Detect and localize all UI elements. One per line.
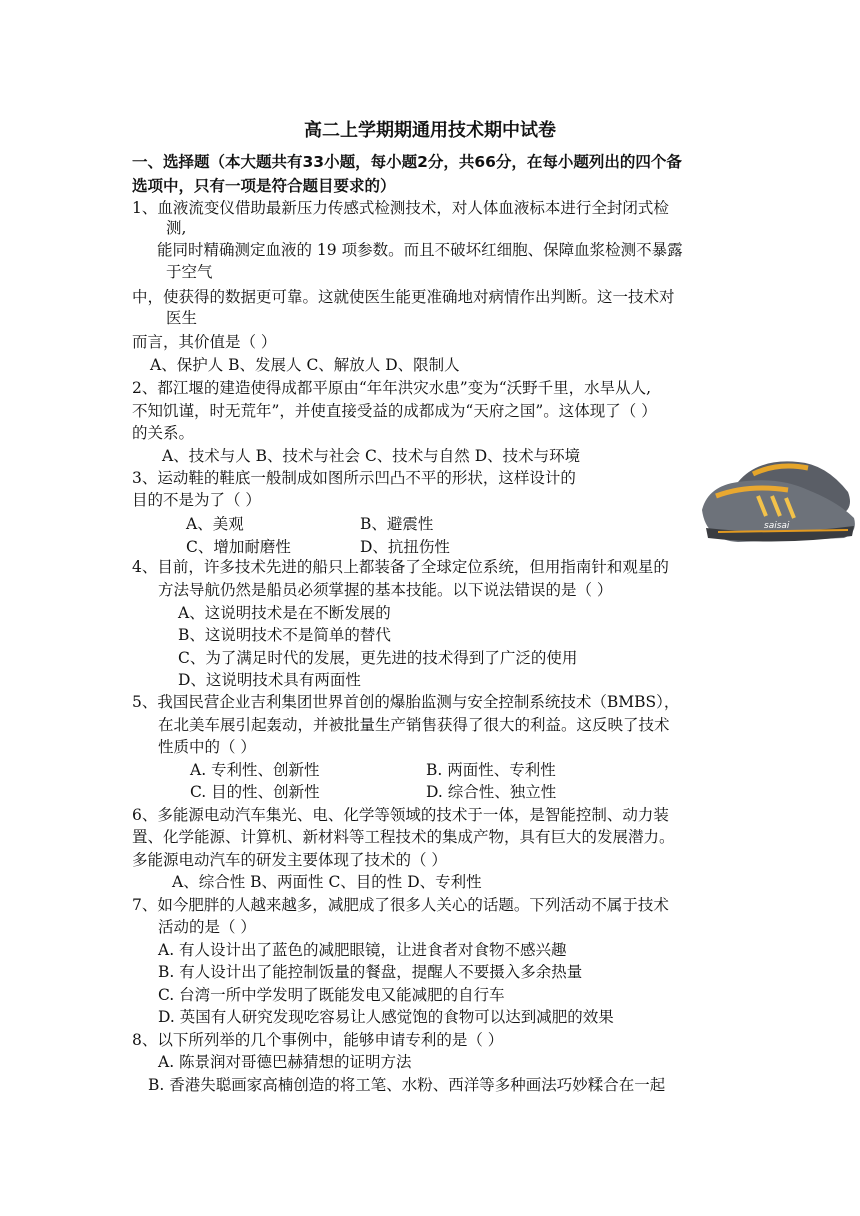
q6-line1: 6、多能源电动汽车集光、电、化学等领域的技术于一体，是智能控制、动力装 <box>132 806 669 824</box>
q7-line2: 活动的是（ ） <box>158 918 256 936</box>
q5-option-c: C. 目的性、创新性 <box>190 783 320 801</box>
q1-line6: 医生 <box>166 309 198 327</box>
page-title: 高二上学期期通用技术期中试卷 <box>304 120 556 141</box>
q4-option-c: C、为了满足时代的发展，更先进的技术得到了广泛的使用 <box>178 649 578 667</box>
watermark-text: saisai <box>764 521 790 531</box>
q2-line2: 不知饥谨，时无荒年”，并使直接受益的成都成为“天府之国”。这体现了（ ） <box>132 402 657 420</box>
q5-line2: 在北美车展引起轰动，并被批量生产销售获得了很大的利益。这反映了技术 <box>158 716 670 734</box>
q1-options: A、保护人 B、发展人 C、解放人 D、限制人 <box>150 356 460 374</box>
q4-option-d: D、这说明技术具有两面性 <box>178 671 361 689</box>
q5-option-b: B. 两面性、专利性 <box>426 761 556 779</box>
q6-options: A、综合性 B、两面性 C、目的性 D、专利性 <box>172 873 482 891</box>
q4-line1: 4、目前，许多技术先进的船只上都装备了全球定位系统，但用指南针和观星的 <box>132 558 669 576</box>
q5-line3: 性质中的（ ） <box>158 738 256 756</box>
q3-option-a: A、美观 <box>186 515 244 533</box>
q3-line1: 3、运动鞋的鞋底一般制成如图所示凹凸不平的形状，这样设计的 <box>132 469 576 487</box>
q2-line1: 2、都江堰的建造使得成都平原由“年年洪灾水患”变为“沃野千里，水旱从人, <box>132 379 652 397</box>
q4-option-b: B、这说明技术不是简单的替代 <box>178 626 391 644</box>
q7-option-b: B. 有人设计出了能控制饭量的餐盘，提醒人不要摄入多余热量 <box>158 963 583 981</box>
q8-option-a: A. 陈景润对哥德巴赫猜想的证明方法 <box>158 1053 412 1071</box>
section-heading-line1: 一、选择题（本大题共有33小题，每小题2分，共66分，在每小题列出的四个备 <box>132 153 682 171</box>
q1-line5: 中，使获得的数据更可靠。这就使医生能更准确地对病情作出判断。这一技术对 <box>132 288 675 306</box>
section-heading-line2: 选项中，只有一项是符合题目要求的） <box>132 177 396 195</box>
q6-line2: 置、化学能源、计算机、新材料等工程技术的集成产物，具有巨大的发展潜力。 <box>132 828 675 846</box>
q1-line1: 1、血液流变仪借助最新压力传感式检测技术，对人体血液标本进行全封闭式检 <box>132 199 669 217</box>
q5-line1: 5、我国民营企业吉利集团世界首创的爆胎监测与安全控制系统技术（BMBS）， <box>132 693 680 711</box>
q3-option-d: D、抗扭伤性 <box>360 538 450 556</box>
q3-option-c: C、增加耐磨性 <box>186 538 291 556</box>
q8-option-b: B. 香港失聪画家高楠创造的将工笔、水粉、西洋等多种画法巧妙糅合在一起 <box>148 1076 666 1094</box>
q7-option-c: C. 台湾一所中学发明了既能发电又能减肥的自行车 <box>158 986 505 1004</box>
q8-line1: 8、以下所列举的几个事例中，能够申请专利的是（ ） <box>132 1031 504 1049</box>
q3-line2: 目的不是为了（ ） <box>132 491 261 509</box>
q3-option-b: B、避震性 <box>360 515 434 533</box>
q6-line3: 多能源电动汽车的研发主要体现了技术的（ ） <box>132 851 447 869</box>
q7-line1: 7、如今肥胖的人越来越多，减肥成了很多人关心的话题。下列活动不属于技术 <box>132 896 669 914</box>
q4-line2: 方法导航仍然是船员必须掌握的基本技能。以下说法错误的是（ ） <box>158 581 613 599</box>
q5-option-a: A. 专利性、创新性 <box>190 761 320 779</box>
q1-line7: 而言，其价值是（ ） <box>132 333 277 351</box>
q1-line2: 测, <box>166 219 187 237</box>
q4-option-a: A、这说明技术是在不断发展的 <box>178 604 391 622</box>
q2-options: A、技术与人 B、技术与社会 C、技术与自然 D、技术与环境 <box>162 447 581 465</box>
running-shoe-image <box>698 452 858 552</box>
q7-option-d: D. 英国有人研究发现吃容易让人感觉饱的食物可以达到减肥的效果 <box>158 1008 614 1026</box>
q7-option-a: A. 有人设计出了蓝色的减肥眼镜，让进食者对食物不感兴趣 <box>158 941 567 959</box>
q1-line3: 能同时精确测定血液的 19 项参数。而且不破坏红细胞、保障血浆检测不暴露 <box>157 241 683 259</box>
q5-option-d: D. 综合性、独立性 <box>426 783 557 801</box>
q1-line4: 于空气 <box>166 263 213 281</box>
q2-line3: 的关系。 <box>132 424 195 442</box>
